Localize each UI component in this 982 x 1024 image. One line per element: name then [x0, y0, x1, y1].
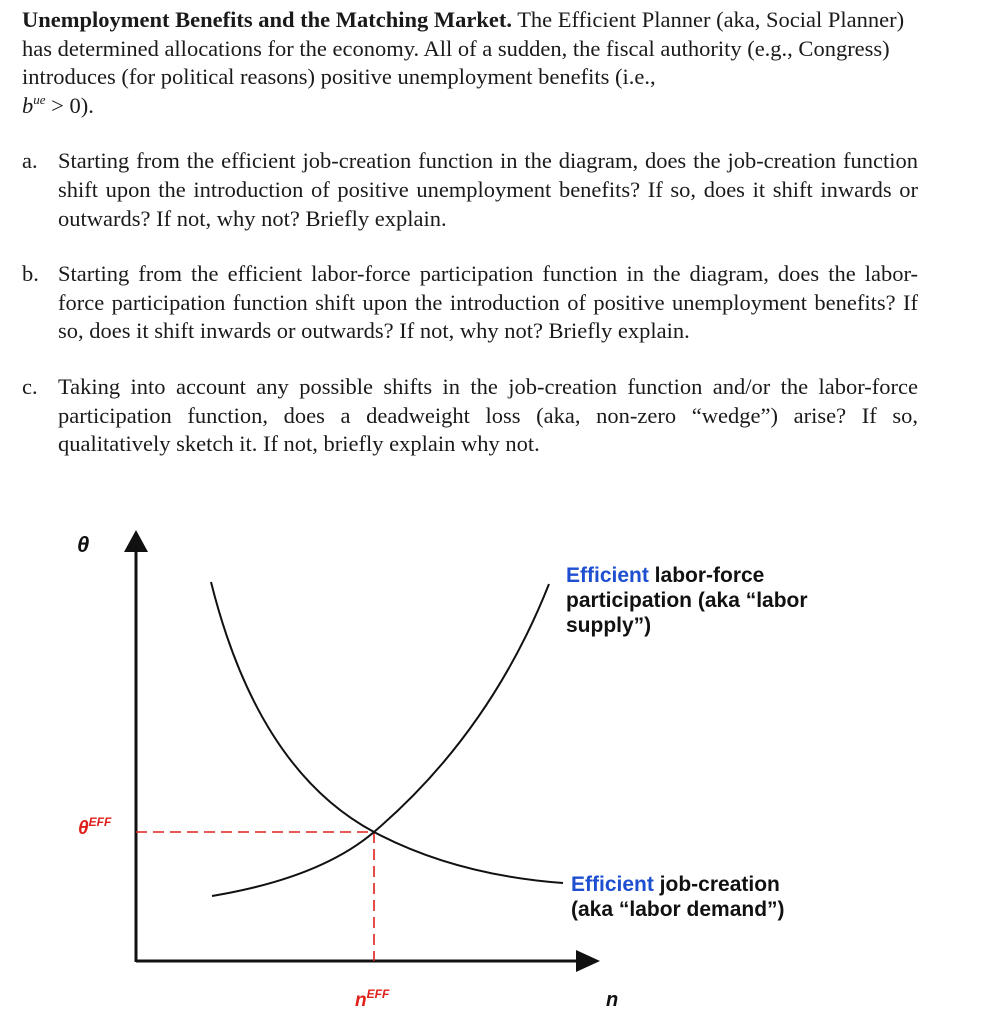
intro-text: The Efficient Planner (aka, Social Planner) has determined allocations for the economy. All of a sudden, the fiscal authority (e.g., Congress) introduces (for political reasons) positive unemployment benefits (i.e., — [22, 7, 905, 90]
labor-demand-label: Efficient job-creation (aka “labor demand”) — [571, 873, 785, 921]
question-c — [22, 373, 918, 459]
question-text: Taking into account any possible shifts in the job-creation function and/or the labor-force participation function, does a deadweight loss (aka, non-zero “wedge”) arise? If so, qualitatively sketch it. If not, briefly explain why not. — [58, 373, 918, 457]
benefit-symbol: $b^{ue}$ — [22, 91, 46, 118]
supply-highlight: Efficient — [566, 564, 649, 587]
n-eff-label: $n^{EFF}$ — [355, 987, 390, 1011]
intro-paragraph — [22, 6, 918, 120]
x-axis-label: n — [606, 989, 619, 1011]
x-axis-arrowhead — [576, 950, 600, 972]
question-a — [22, 147, 918, 233]
question-letter: b. — [22, 261, 39, 287]
question-letter: c. — [22, 373, 38, 399]
matching-market-diagram — [0, 520, 982, 1024]
labor-supply-label: Efficient labor-force participation (aka “labor supply”) — [566, 564, 808, 637]
y-axis-label: θ — [77, 532, 90, 557]
y-axis-arrowhead — [124, 530, 148, 552]
job-creation-curve — [211, 582, 563, 883]
diagram-svg — [0, 520, 982, 1024]
question-text: Starting from the efficient job-creation function in the diagram, does the job-creation function shift upon the introduction of positive unemployment benefits? If so, does it shift inwards or outwards? If not, why not? Briefly explain. — [58, 148, 918, 231]
question-b — [22, 260, 918, 346]
problem-text — [22, 6, 918, 459]
labor-force-participation-curve — [212, 584, 549, 896]
benefit-condition: > 0). — [45, 92, 94, 118]
demand-highlight: Efficient — [571, 873, 654, 896]
question-letter: a. — [22, 148, 38, 174]
theta-eff-label: $\theta^{EFF}$ — [78, 815, 112, 839]
problem-title: Unemployment Benefits and the Matching Market. — [22, 7, 512, 32]
question-text: Starting from the efficient labor-force participation function in the diagram, does the labor-force participation function shift upon the introduction of positive unemployment benefits? If so, does it shift inwards or outwards? If not, why not? Briefly explain. — [58, 261, 918, 344]
